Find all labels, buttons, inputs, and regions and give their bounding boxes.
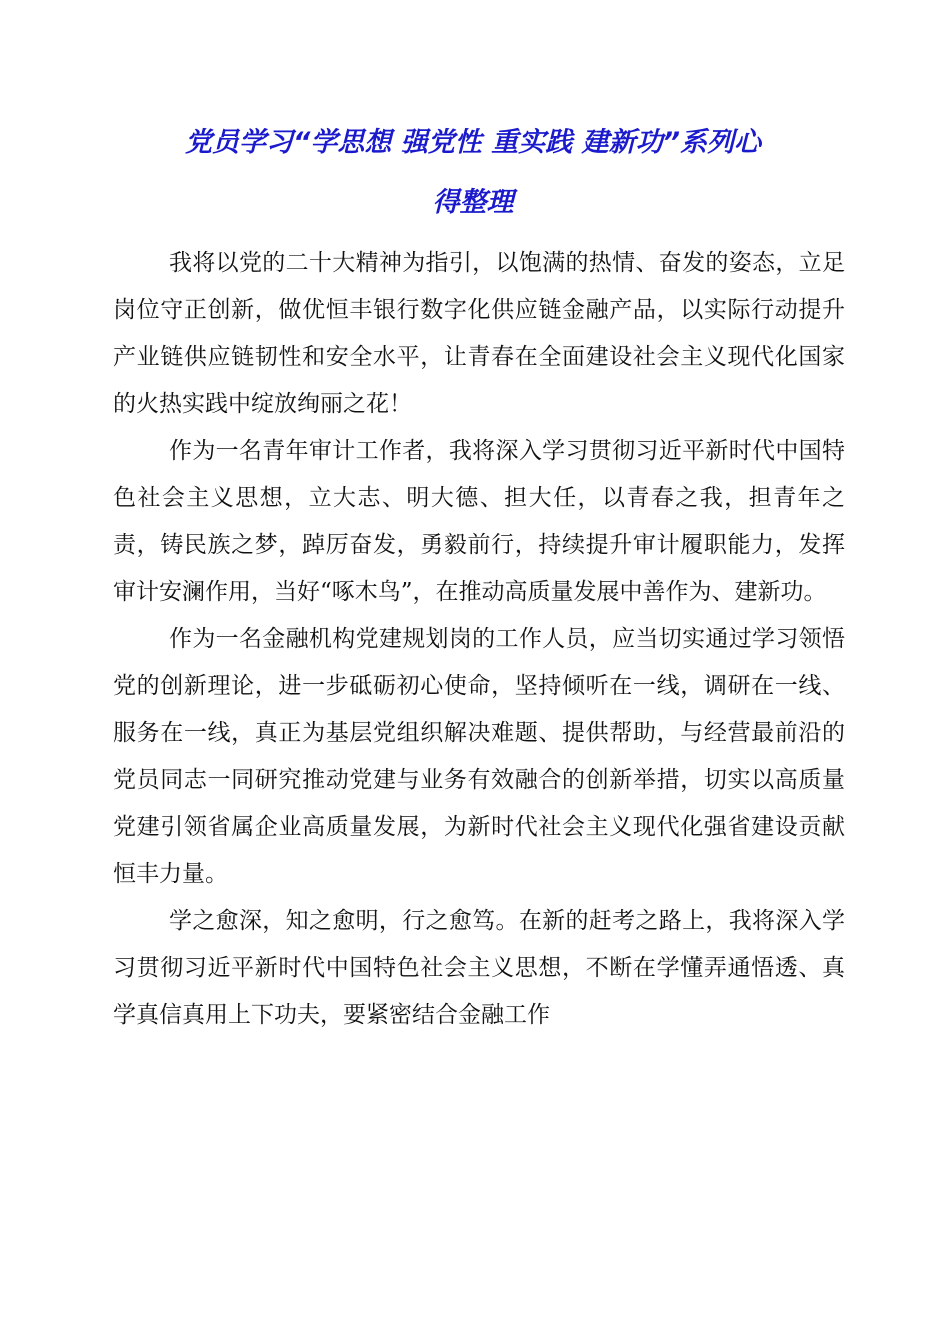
document-title-line-2: 得整理 — [432, 187, 514, 218]
document-body — [113, 240, 845, 1039]
document-title-line-1: 党员学习“学思想 强党性 重实践 建新功”系列心 — [185, 127, 761, 158]
paragraph-1: 我将以党的二十大精神为指引，以饱满的热情、奋发的姿态，立足岗位守正创新，做优恒丰银行数字化供应链金融产品，以实际行动提升产业链供应链韧性和安全水平，让青春在全面建设社会主义现代化国家的火热实践中绽放绚丽之花！ — [113, 250, 845, 417]
paragraph-2: 作为一名青年审计工作者，我将深入学习贯彻习近平新时代中国特色社会主义思想，立大志、明大德、担大任，以青春之我，担青年之责，铸民族之梦，踔厉奋发，勇毅前行，持续提升审计履职能力，发挥审计安澜作用，当好“啄木鸟”，在推动高质量发展中善作为、建新功。 — [113, 438, 845, 605]
paragraph-3: 作为一名金融机构党建规划岗的工作人员，应当切实通过学习领悟党的创新理论，进一步砥砺初心使命，坚持倾听在一线，调研在一线、服务在一线，真正为基层党组织解决难题、提供帮助，与经营最前沿的党员同志一同研究推动党建与业务有效融合的创新举措，切实以高质量党建引领省属企业高质量发展，为新时代社会主义现代化强省建设贡献恒丰力量。 — [113, 626, 845, 887]
paragraph-4: 学之愈深，知之愈明，行之愈笃。在新的赶考之路上，我将深入学习贯彻习近平新时代中国特色社会主义思想，不断在学懂弄通悟透、真学真信真用上下功夫，要紧密结合金融工作 — [113, 908, 845, 1028]
